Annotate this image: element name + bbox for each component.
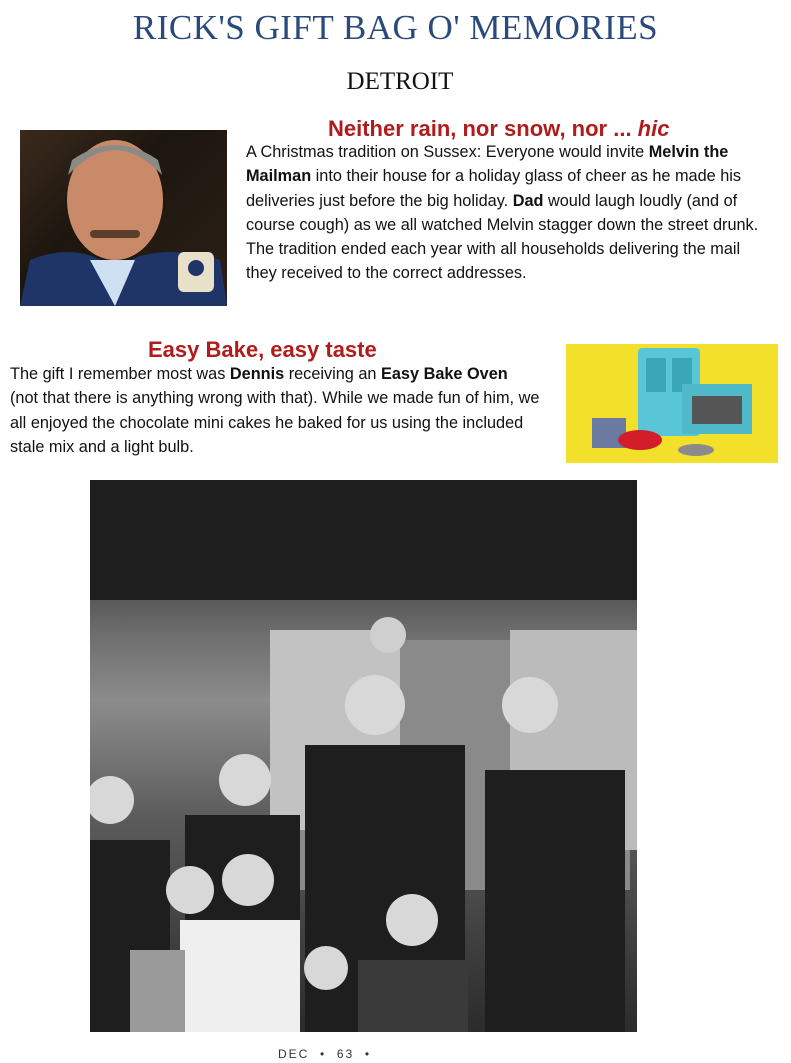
page-title: RICK'S GIFT BAG O' MEMORIES: [132, 8, 659, 47]
mailman-photo: [20, 130, 227, 306]
photo-date-stamp: DEC • 63 •: [278, 1047, 372, 1061]
story1-bold-1: Melvin the Mailman: [246, 143, 729, 186]
easy-bake-oven-photo: [566, 344, 778, 463]
family-photo: [90, 480, 637, 1032]
story1-bold-2: Dad: [512, 191, 544, 210]
story2-bold-2: Easy Bake Oven: [381, 365, 508, 383]
story2-body: [10, 362, 540, 459]
story2-heading: Easy Bake, easy taste: [148, 337, 377, 362]
story1-heading-main: Neither rain, nor snow, nor ...: [328, 116, 638, 141]
story2-text-1: The gift I remember most was: [10, 365, 230, 383]
page-subtitle: DETROIT: [346, 68, 454, 95]
story1-text-1: A Christmas tradition on Sussex: Everyone would invite: [246, 143, 649, 161]
story1-heading: [328, 116, 669, 142]
story2-text-3: (not that there is anything wrong with that). While we made fun of him, we all enjoyed the chocolate mini cakes he baked for us using the included stale mix and a light bulb.: [10, 389, 540, 456]
story2-text-2: receiving an: [284, 365, 382, 383]
story1-body: [246, 140, 768, 286]
story1-heading-italic: hic: [637, 116, 670, 141]
story1-text-2: into their house for a holiday glass of cheer as he made his deliveries just before the big holiday.: [246, 167, 742, 210]
story1-text-3: would laugh loudly (and of course cough) as we all watched Melvin stagger down the street drunk. The tradition ended each year with all households delivering the mail they received to the correct addresses.: [246, 191, 759, 283]
story2-bold-1: Dennis: [229, 365, 285, 383]
